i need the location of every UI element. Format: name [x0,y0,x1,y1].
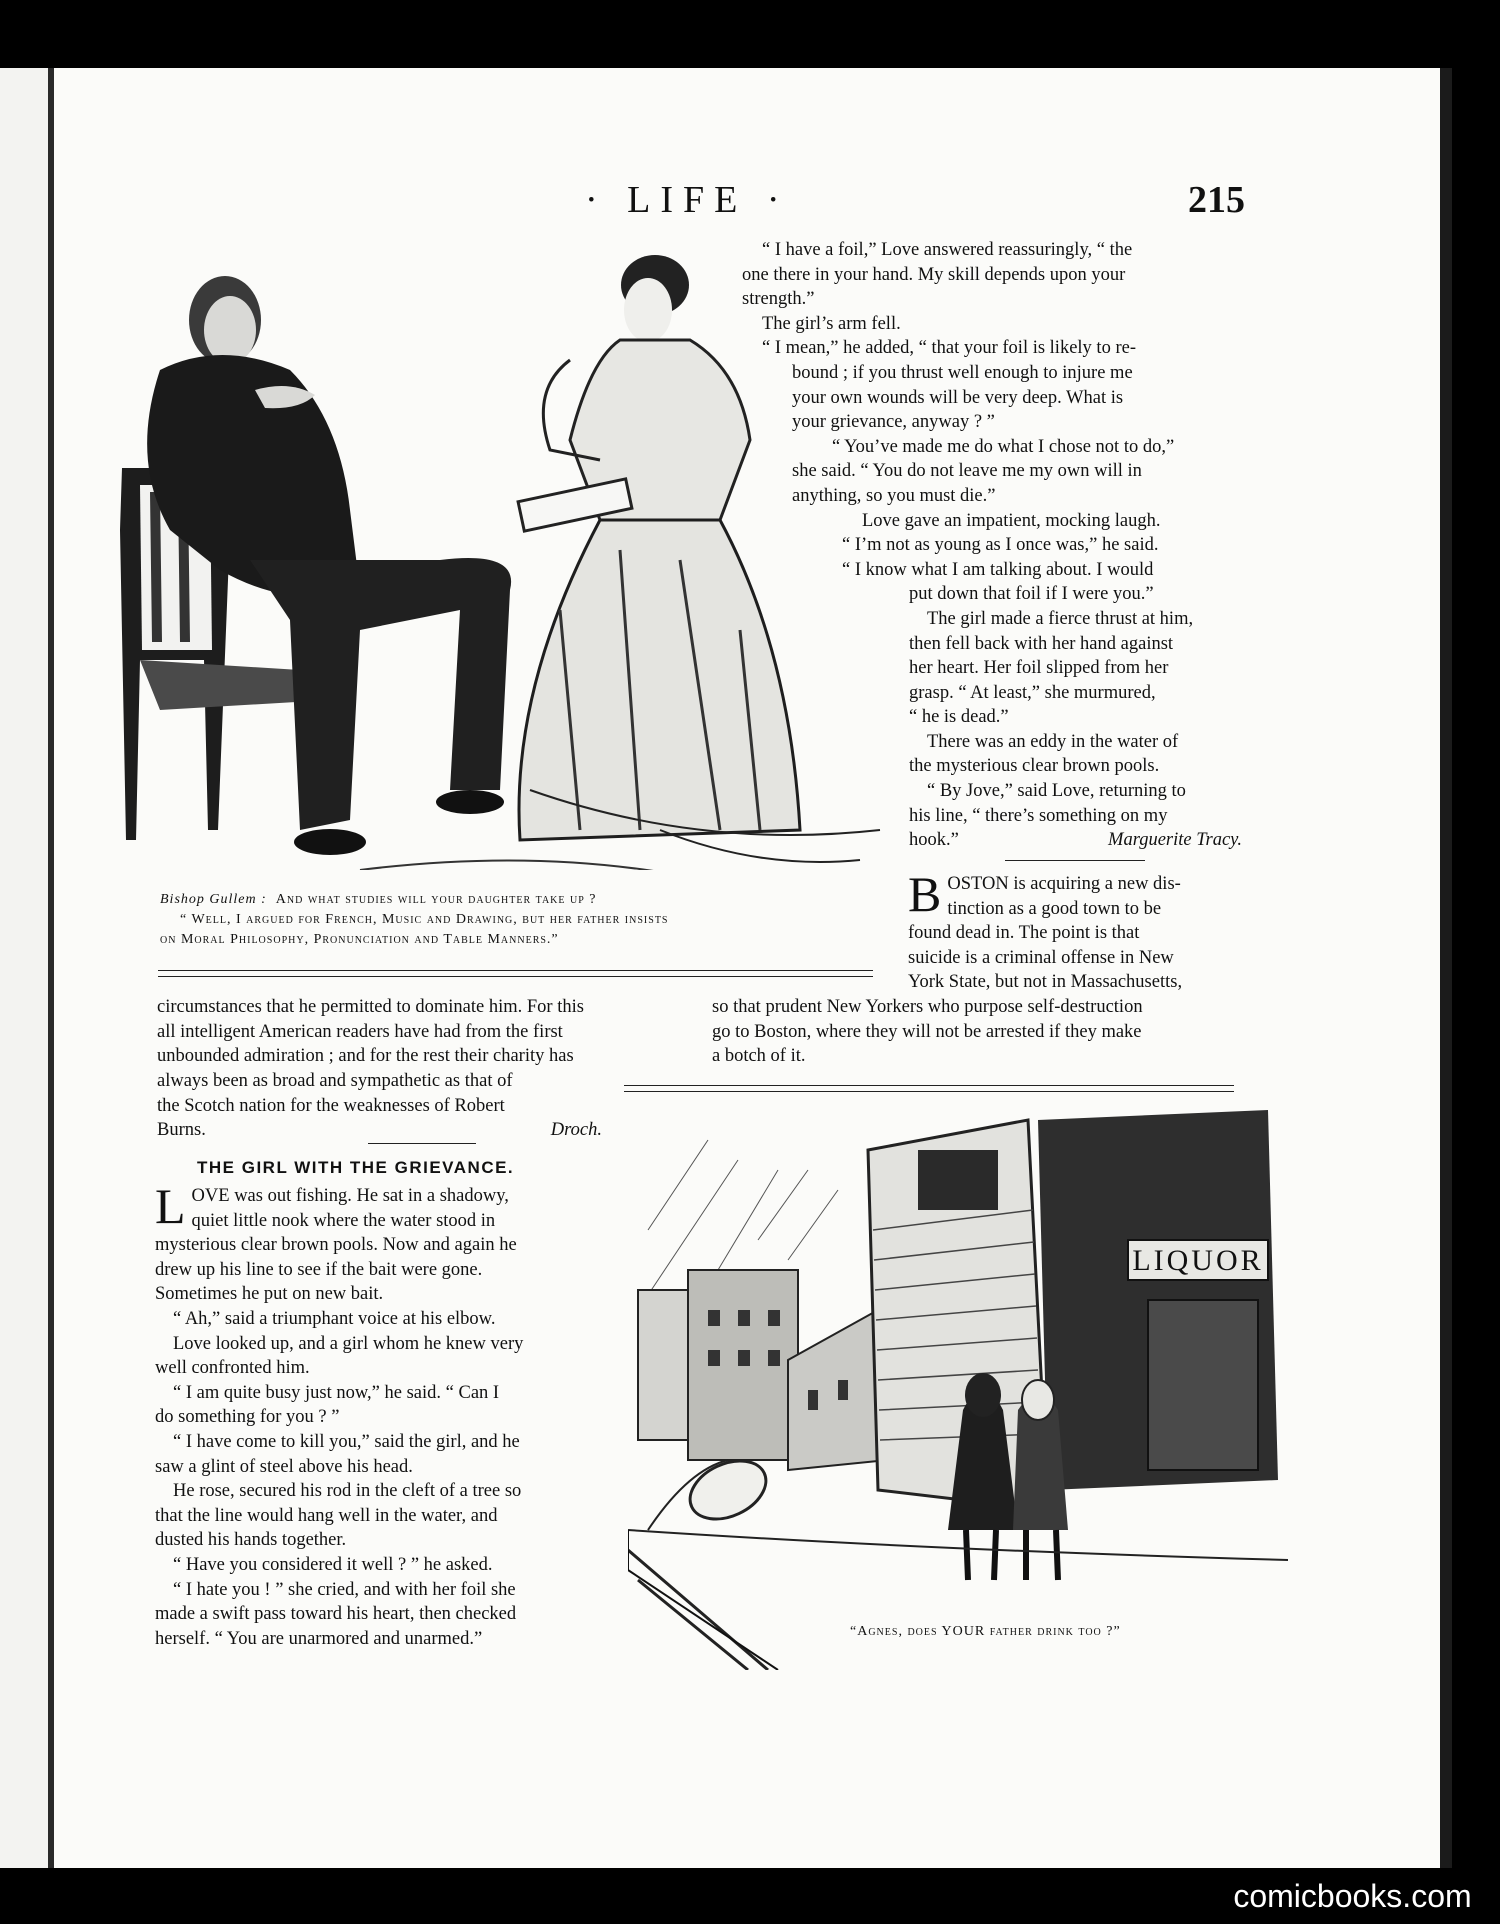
boston-line: a botch of it. [712,1046,806,1067]
site-watermark: comicbooks.com [1233,1878,1472,1914]
caption-answer-line1: “ Well, I argued for French, Music and Drawing, but her father insists [180,912,669,927]
story-continuation [742,238,1242,853]
story-line: “ Ah,” said a triumphant voice at his elbow. [173,1308,496,1329]
story-line: herself. “ You are unarmored and unarmed.” [155,1628,483,1649]
story-line: bound ; if you thrust well enough to injure me [792,362,1133,383]
boston-paragraph [908,866,1240,995]
signature-rule [1005,860,1145,861]
boston-line: so that prudent New Yorkers who purpose self-destruction [712,997,1143,1017]
story-line: quiet little nook where the water stood in [191,1210,496,1231]
story-line [742,828,1242,853]
boston-line: found dead in. The point is that [908,923,1140,944]
story-line: “ I am quite busy just now,” he said. “ Can I [173,1382,500,1403]
boston-line: York State, but not in Massachusetts, [908,972,1183,993]
story-line: his line, “ there’s something on my [909,805,1168,826]
signature-tracy: Marguerite Tracy. [1108,830,1242,851]
story-line: put down that foil if I were you.” [909,584,1154,605]
droch-review [157,995,684,1069]
page-right-edge [1440,68,1452,1868]
story-line: strength.” [742,289,815,310]
story-line: The girl made a fierce thrust at him, [927,608,1194,629]
divider-rule [624,1091,1234,1092]
story-heading: THE GIRL WITH THE GRIEVANCE. [197,1158,515,1177]
cartoon-illustration-street [628,1110,1288,1670]
story-line: He rose, secured his rod in the cleft of a tree so [173,1481,522,1502]
story-line: “ I mean,” he added, “ that your foil is likely to re- [762,338,1136,359]
page-number: 215 [1188,179,1245,221]
story-line: do something for you ? ” [155,1407,340,1428]
story-line: “ he is dead.” [909,707,1009,728]
liquor-sign: LIQUOR [1132,1244,1264,1277]
story-line: made a swift pass toward his heart, then checked [155,1604,517,1625]
story-line: then fell back with her hand against [909,633,1174,654]
story-line: anything, so you must die.” [792,485,996,506]
story-line: “ I hate you ! ” she cried, and with her foil she [173,1579,516,1600]
story-line: “ By Jove,” said Love, returning to [927,781,1186,802]
top-cartoon-caption [160,890,890,950]
facing-page-edge [0,68,52,1868]
story-line: Love gave an impatient, mocking laugh. [862,510,1161,531]
caption-question: And what studies will your daughter take up ? [275,892,597,907]
story-line: one there in your hand. My skill depends upon your [742,264,1126,285]
boston-line: tinction as a good town to be [947,898,1162,919]
bottom-cartoon-caption: “Agnes, does YOUR father drink too ?” [850,1624,1121,1639]
review-line: the Scotch nation for the weaknesses of Robert [157,1095,505,1116]
boston-dropcap: B [908,866,942,922]
story-line-text: hook.” [909,830,959,851]
boston-line: suicide is a criminal offense in New [908,947,1174,968]
story-line: grasp. “ At least,” she murmured, [909,682,1156,703]
grievance-story [155,1178,602,1651]
divider-rule [158,976,873,977]
story-line: her heart. Her foil slipped from her [909,658,1169,679]
boston-continuation [712,995,1240,1069]
story-line: well confronted him. [155,1358,310,1379]
story-line: “ You’ve made me do what I chose not to do,” [832,436,1175,457]
divider-rule [624,1085,1234,1086]
story-line: “ Have you considered it well ? ” he asked. [173,1554,493,1575]
story-line: OVE was out fishing. He sat in a shadowy, [191,1186,509,1206]
review-line: all intelligent American readers have had from the first [157,1021,563,1042]
caption-speaker: Bishop Gullem : [160,892,267,907]
story-line: drew up his line to see if the bait were gone. [155,1259,483,1280]
story-line: that the line would hang well in the water, and [155,1505,498,1526]
story-line: “ I’m not as young as I once was,” he said. [842,535,1159,556]
signature-droch: Droch. [550,1120,602,1141]
signature-rule [368,1143,476,1144]
masthead-title: · LIFE · [585,179,790,221]
story-line: Love looked up, and a girl whom he knew very [173,1333,524,1354]
review-line [157,1118,602,1143]
story-line: she said. “ You do not leave me my own will in [792,461,1142,482]
story-line: The girl’s arm fell. [762,313,901,334]
story-line: “ I have a foil,” Love answered reassuringly, “ the [762,240,1133,260]
review-line: always been as broad and sympathetic as that of [157,1071,513,1091]
grievance-dropcap: L [155,1178,186,1234]
story-line: saw a glint of steel above his head. [155,1456,413,1477]
story-line: mysterious clear brown pools. Now and again he [155,1235,517,1256]
story-line: your own wounds will be very deep. What is [792,387,1124,408]
story-line: There was an eddy in the water of [927,731,1179,752]
divider-rule [158,970,873,971]
review-line: circumstances that he permitted to dominate him. For this [157,997,584,1017]
droch-review-continued [157,1069,602,1143]
story-line: dusted his hands together. [155,1530,347,1551]
story-line: “ I know what I am talking about. I would [842,559,1154,580]
boston-line: OSTON is acquiring a new dis- [947,874,1181,894]
review-line: unbounded admiration ; and for the rest their charity has [157,1046,574,1067]
page-gutter [48,68,54,1868]
story-line: Sometimes he put on new bait. [155,1284,384,1305]
boston-line: go to Boston, where they will not be arrested if they make [712,1021,1142,1042]
story-line: your grievance, anyway ? ” [792,412,995,433]
review-line-text: Burns. [157,1120,206,1141]
caption-answer-line2: on Moral Philosophy, Pronunciation and Table Manners.” [160,932,559,947]
story-line: “ I have come to kill you,” said the girl, and he [173,1431,520,1452]
story-line: the mysterious clear brown pools. [909,756,1160,777]
